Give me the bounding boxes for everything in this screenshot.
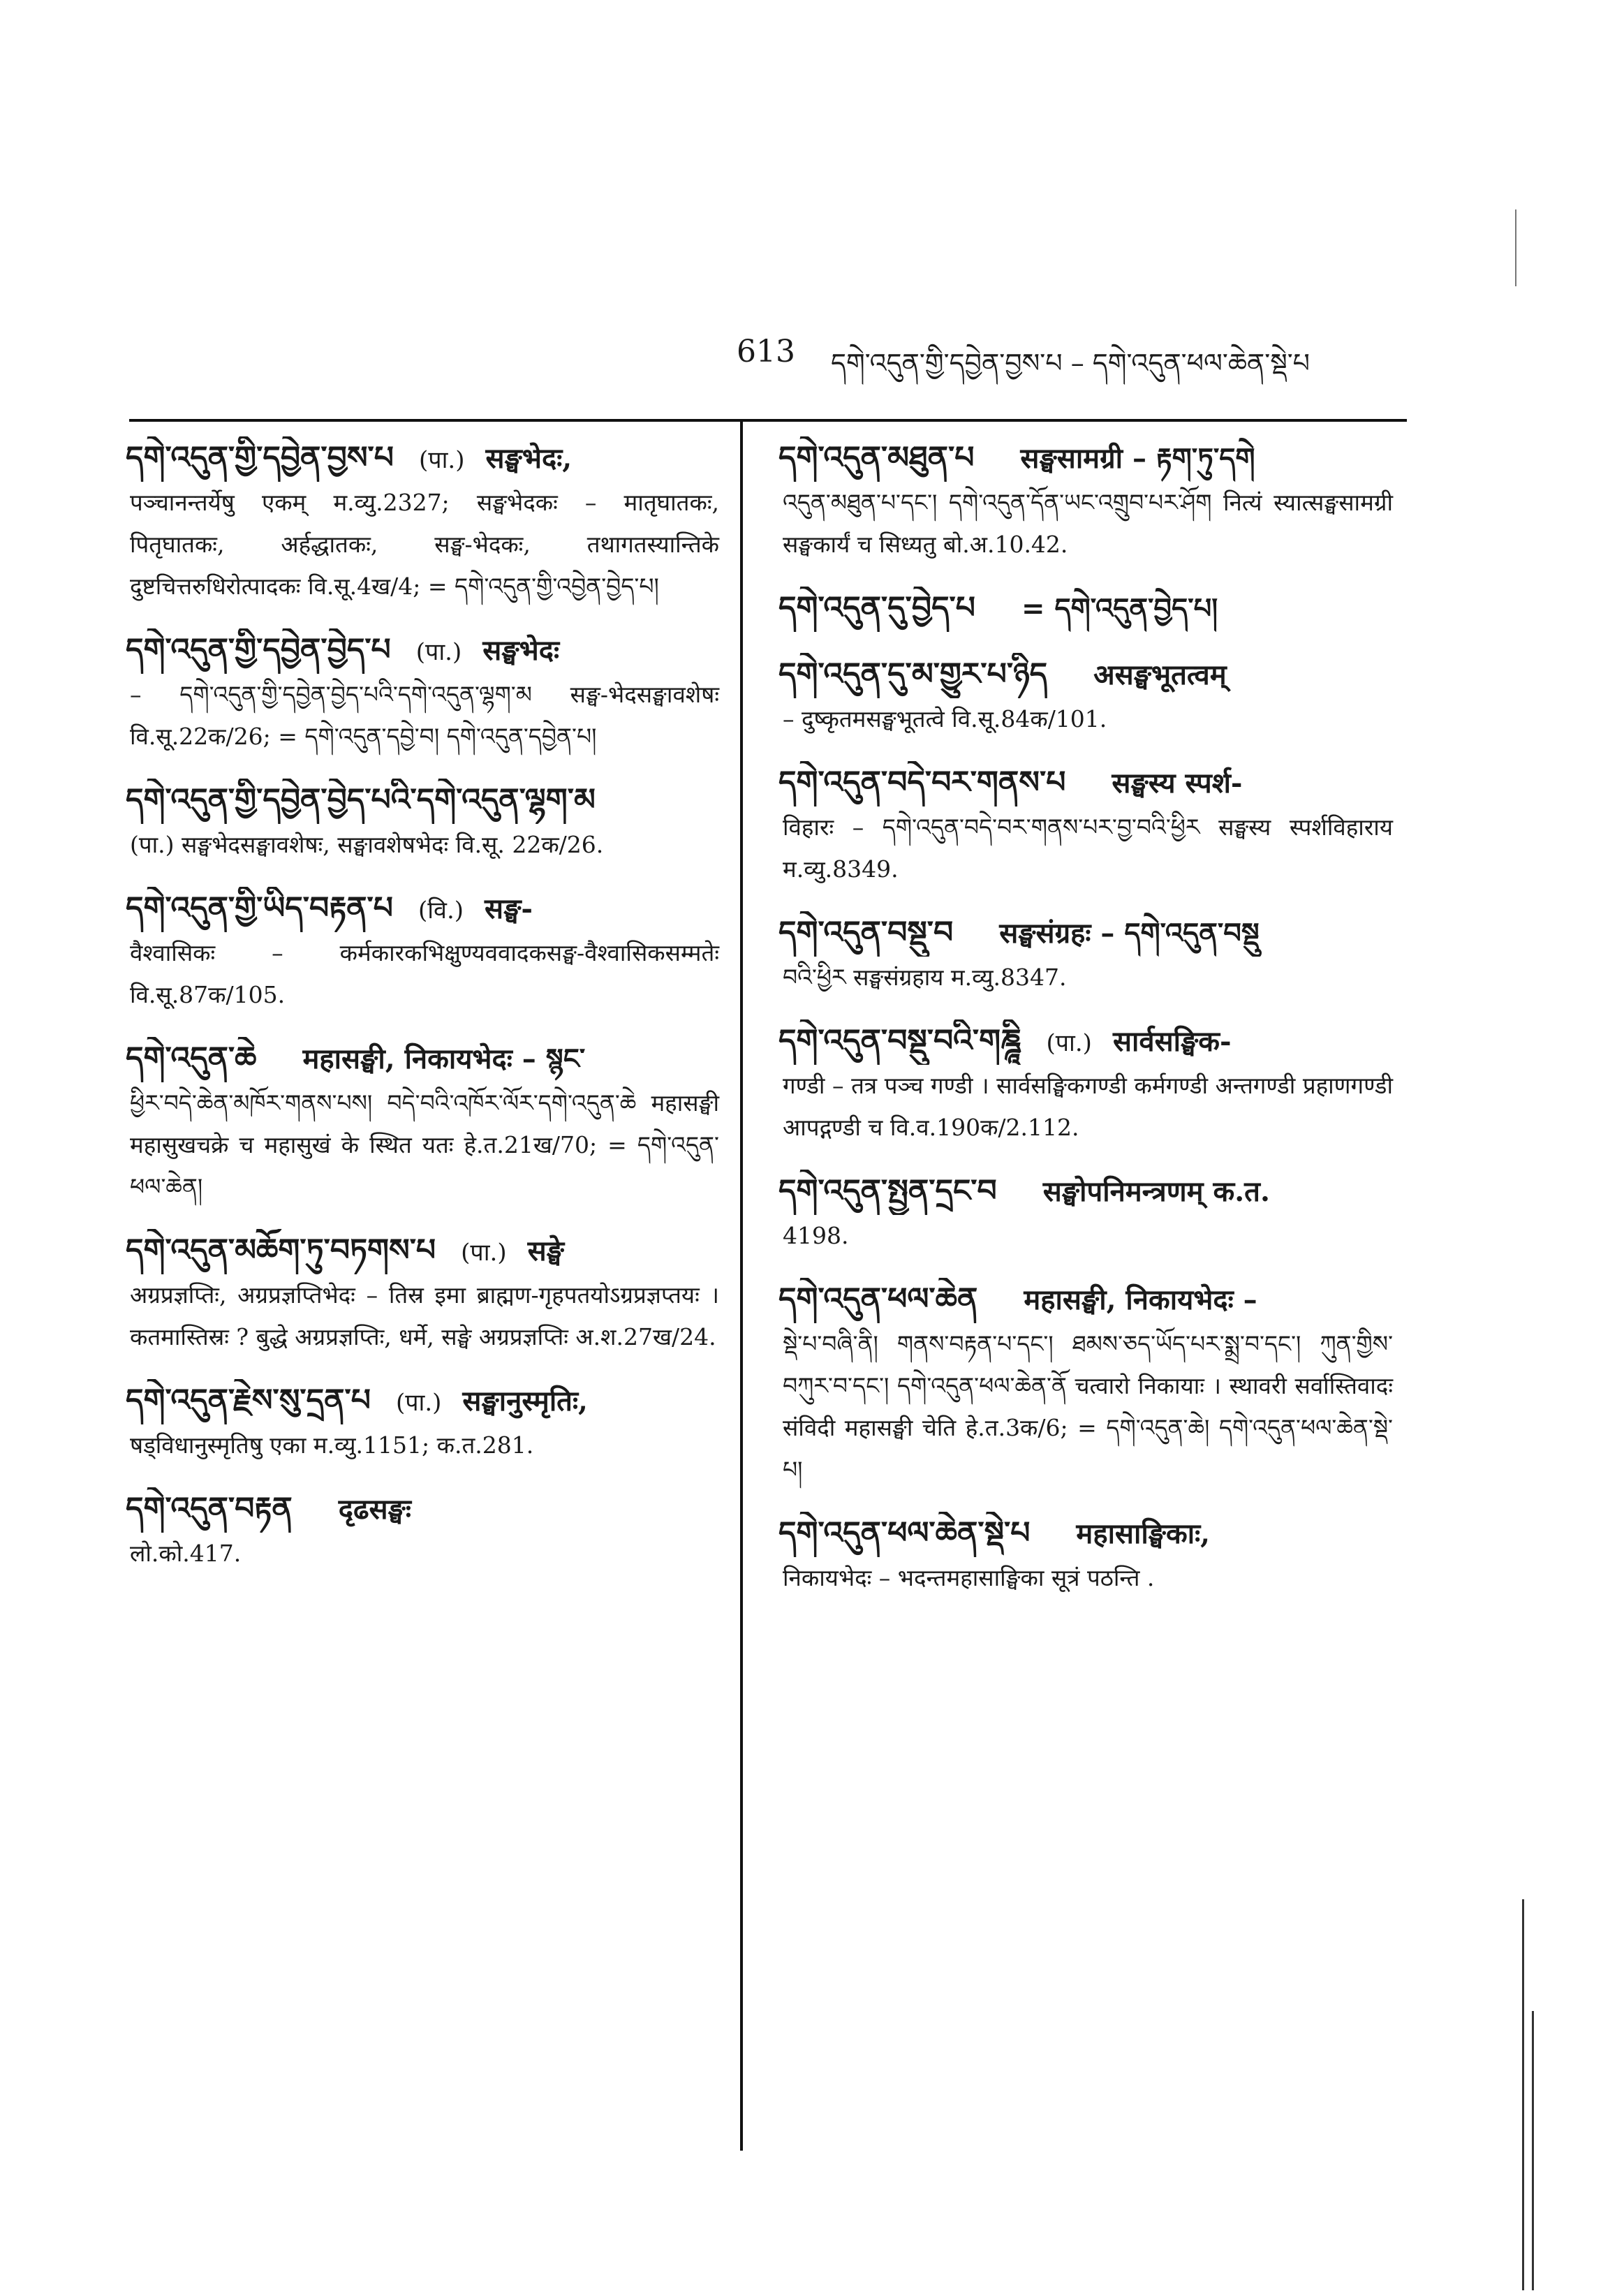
grammar-tag: (पा.)	[461, 1239, 507, 1267]
entry-headword-line	[126, 779, 719, 824]
tibetan-headword: དགེ་འདུན་ཕལ་ཆེན་སྡེ་པ	[778, 1515, 1031, 1551]
entry-definition: 4198.	[783, 1222, 849, 1249]
sanskrit-equivalent: सङ्घसामग्री – རྟག་ཏུ་དགེ	[1020, 442, 1255, 475]
dictionary-entry	[126, 1037, 719, 1208]
entry-definition: འདུན་མཐུན་པ་དང་། དགེ་འདུན་དོན་ཡང་འགྲུབ་པར་ཤོག नित्यं स्यात्सङ्घसामग्री सङ्घकार्यं च सिध्यतु बो.अ.10.42.	[783, 489, 1393, 558]
entry-definition: वैश्वासिकः – कर्मकारकभिक्षुण्यववादकसङ्घ-वैश्वासिकसम्मतेः वि.सू.87क/105.	[130, 939, 719, 1008]
left-column	[126, 436, 719, 1596]
sanskrit-equivalent: सङ्घानुस्मृतिः,	[462, 1385, 588, 1417]
grammar-tag: (पा.)	[419, 446, 465, 474]
tibetan-headword: དགེ་འདུན་དུ་མ་གྱུར་པ་ཉིད	[778, 656, 1048, 692]
right-column	[778, 436, 1393, 1620]
tibetan-headword: དགེ་འདུན་མཆོག་ཏུ་བཏགས་པ	[126, 1232, 436, 1268]
tibetan-headword: དགེ་འདུན་གྱི་དབྱེན་བྱས་པ	[126, 440, 394, 476]
entry-definition: – དགེ་འདུན་གྱི་དབྱེན་བྱེད་པའི་དགེ་འདུན་ལྷག་མ सङ्घ-भेदसङ्घावशेषः वि.सू.22क/26; = དགེ་འདུན་དབྱེ་བ། དགེ་འདུན་དབྱེན་པ།	[130, 681, 719, 750]
dictionary-entry	[126, 779, 719, 866]
dictionary-entry	[778, 761, 1393, 890]
sanskrit-equivalent: = དགེ་འདུན་བྱེད་པ།	[1021, 592, 1218, 625]
tibetan-headword: དགེ་འདུན་བརྟན	[126, 1491, 293, 1526]
sanskrit-equivalent: सङ्घस्य स्पर्श-	[1112, 767, 1243, 800]
entry-headword-line	[126, 1037, 719, 1082]
page-number: 613	[737, 334, 795, 369]
sanskrit-equivalent: दृढसङ्घः	[338, 1493, 411, 1526]
entry-definition: (पा.) सङ्घभेदसङ्घावशेषः, सङ्घावशेषभेदः वि.सू. 22क/26.	[130, 831, 604, 858]
sanskrit-equivalent: महासङ्घी, निकायभेदः –	[1024, 1283, 1257, 1316]
dictionary-entry	[778, 911, 1393, 999]
sanskrit-equivalent: महासाङ्घिकाः,	[1076, 1517, 1211, 1550]
dictionary-entry	[126, 628, 719, 758]
entry-headword-line	[778, 653, 1393, 698]
entry-headword-line	[778, 1019, 1393, 1065]
dictionary-entry	[126, 1379, 719, 1466]
entry-definition: लो.को.417.	[130, 1540, 242, 1567]
margin-mark	[1515, 209, 1516, 286]
tibetan-headword: དགེ་འདུན་ཆེ	[126, 1040, 257, 1076]
tibetan-headword: དགེ་འདུན་གྱི་དབྱེན་བྱེད་པ	[126, 632, 391, 668]
entry-headword-line	[126, 1229, 719, 1274]
header-rule	[129, 419, 1407, 422]
entry-headword-line	[778, 911, 1393, 957]
sanskrit-equivalent: सार्वसङ्घिक-	[1112, 1025, 1232, 1058]
entry-headword-line	[126, 1379, 719, 1424]
tibetan-headword: དགེ་འདུན་བདེ་བར་གནས་པ	[778, 765, 1066, 800]
tibetan-headword: དགེ་འདུན་སྤྱན་དྲང་བ	[778, 1173, 997, 1209]
entry-headword-line	[778, 1512, 1393, 1557]
entry-definition: पञ्चानन्तर्येषु एकम् म.व्यु.2327; सङ्घभेदकः – मातृघातकः, पितृघातकः, अर्हद्धातकः, सङ्घ-भेदकः, तथागतस्यान्तिके दुष्टचित्तरुधिरोत्पादकः वि.सू.4ख/4; = དགེ་འདུན་གྱི་འབྱེན་བྱེད་པ།	[130, 489, 719, 600]
entry-definition: ཕྱིར་བདེ་ཆེན་མཁོར་གནས་པས། བདེ་བའི་འཁོར་ལོར་དགེ་འདུན་ཆེ महासङ्घी महासुखचक्रे च महासुखं के स्थित यतः हे.त.21ख/70; = དགེ་འདུན་ཕལ་ཆེན།	[130, 1089, 719, 1200]
dictionary-entry	[778, 1278, 1393, 1491]
entry-headword-line	[126, 628, 719, 674]
grammar-tag: (पा.)	[415, 638, 462, 666]
entry-headword-line	[778, 1278, 1393, 1323]
dictionary-entry	[778, 1170, 1393, 1257]
entry-headword-line	[126, 436, 719, 482]
dictionary-entry	[778, 587, 1393, 632]
entry-headword-line	[778, 761, 1393, 806]
sanskrit-equivalent: सङ्घे	[527, 1235, 564, 1267]
tibetan-headword: དགེ་འདུན་རྗེས་སུ་དྲན་པ	[126, 1383, 371, 1418]
sanskrit-equivalent: सङ्घभेदः	[482, 634, 560, 667]
tibetan-headword: དགེ་འདུན་ཕལ་ཆེན	[778, 1281, 978, 1317]
tibetan-headword: དགེ་འདུན་བསྡུ་བ	[778, 915, 954, 950]
tibetan-headword: དགེ་འདུན་གྱི་དབྱེན་བྱེད་པའི་དགེ་འདུན་ལྷག་མ	[126, 782, 596, 818]
sanskrit-equivalent: सङ्घोपनिमन्त्रणम् क.त.	[1042, 1175, 1270, 1208]
tibetan-headword: དགེ་འདུན་དུ་བྱེད་པ	[778, 590, 975, 626]
grammar-tag: (पा.)	[1046, 1029, 1092, 1057]
dictionary-entry	[778, 1512, 1393, 1599]
dictionary-entry	[778, 1019, 1393, 1149]
margin-line	[1522, 1899, 1524, 2290]
entry-headword-line	[778, 1170, 1393, 1215]
tibetan-headword: དགེ་འདུན་བསྡུ་བའི་གཎྜཱི	[778, 1023, 1021, 1059]
margin-line	[1532, 2011, 1534, 2290]
entry-definition: विहारः – དགེ་འདུན་བདེ་བར་གནས་པར་བྱ་བའི་ཕྱིར सङ्घस्य स्पर्शविहाराय म.व्यु.8349.	[783, 813, 1393, 883]
dictionary-entry	[126, 1229, 719, 1358]
dictionary-entry	[126, 887, 719, 1016]
sanskrit-equivalent: सङ्घ-	[485, 892, 533, 925]
entry-definition: षड्विधानुस्मृतिषु एका म.व्यु.1151; क.त.281.	[130, 1431, 534, 1459]
dictionary-entry	[126, 1487, 719, 1575]
tibetan-headword: དགེ་འདུན་གྱི་ཡིད་བརྟན་པ	[126, 890, 393, 926]
entry-headword-line	[778, 436, 1393, 482]
entry-definition: སྡེ་པ་བཞི་ནི། གནས་བརྟན་པ་དང་། ཐམས་ཅད་ཡོད་པར་སྨྲ་བ་དང་། ཀུན་གྱིས་བཀུར་བ་དང་། དགེ་འདུན་ཕལ་ཆེན་ནོ चत्वारो निकायाः । स्थावरी सर्वास्तिवादः संविदी महासङ्घी चेति हे.त.3क/6; = དགེ་འདུན་ཆེ། དགེ་འདུན་ཕལ་ཆེན་སྡེ་པ།	[783, 1330, 1393, 1483]
sanskrit-equivalent: सङ्घसंग्रहः – དགེ་འདུན་བསྡུ	[999, 917, 1260, 950]
entry-definition: गण्डी – तत्र पञ्च गण्डी । सार्वसङ्घिकगण्डी कर्मगण्डी अन्तगण्डी प्रहाणगण्डी आपद्गण्डी च वि.व.190क/2.112.	[783, 1072, 1393, 1141]
grammar-tag: (पा.)	[395, 1389, 442, 1417]
dictionary-entry	[778, 653, 1393, 740]
entry-definition: निकायभेदः – भदन्तमहासाङ्घिका सूत्रं पठन्ति .	[783, 1564, 1155, 1591]
grammar-tag: (वि.)	[418, 897, 464, 924]
sanskrit-equivalent: असङ्घभूतत्वम्	[1093, 658, 1227, 691]
entry-definition: – दुष्कृतमसङ्घभूतत्वे वि.सू.84क/101.	[783, 705, 1107, 732]
entry-definition: अग्रप्रज्ञप्तिः, अग्रप्रज्ञप्तिभेदः – तिस्र इमा ब्राह्मण-गृहपतयोऽग्रप्रज्ञप्तयः । कतमास्तिस्रः ? बुद्धे अग्रप्रज्ञप्तिः, धर्मे, सङ्घे अग्रप्रज्ञप्तिः अ.श.27ख/24.	[130, 1281, 719, 1350]
column-divider	[740, 419, 743, 2151]
entry-headword-line	[778, 587, 1393, 632]
tibetan-headword: དགེ་འདུན་མཐུན་པ	[778, 440, 975, 476]
dictionary-entry	[778, 436, 1393, 566]
entry-headword-line	[126, 887, 719, 932]
running-header-title: དགེ་འདུན་གྱི་དབྱེན་བྱས་པ – དགེ་འདུན་ཕལ་ཆེན་སྡེ་པ	[831, 348, 1311, 378]
sanskrit-equivalent: सङ्घभेदः,	[485, 442, 573, 475]
entry-headword-line	[126, 1487, 719, 1533]
entry-definition: བའི་ཕྱིར सङ्घसंग्रहाय म.व्यु.8347.	[783, 964, 1067, 991]
sanskrit-equivalent: महासङ्घी, निकायभेदः – སྙང་	[302, 1043, 586, 1075]
dictionary-entry	[126, 436, 719, 607]
